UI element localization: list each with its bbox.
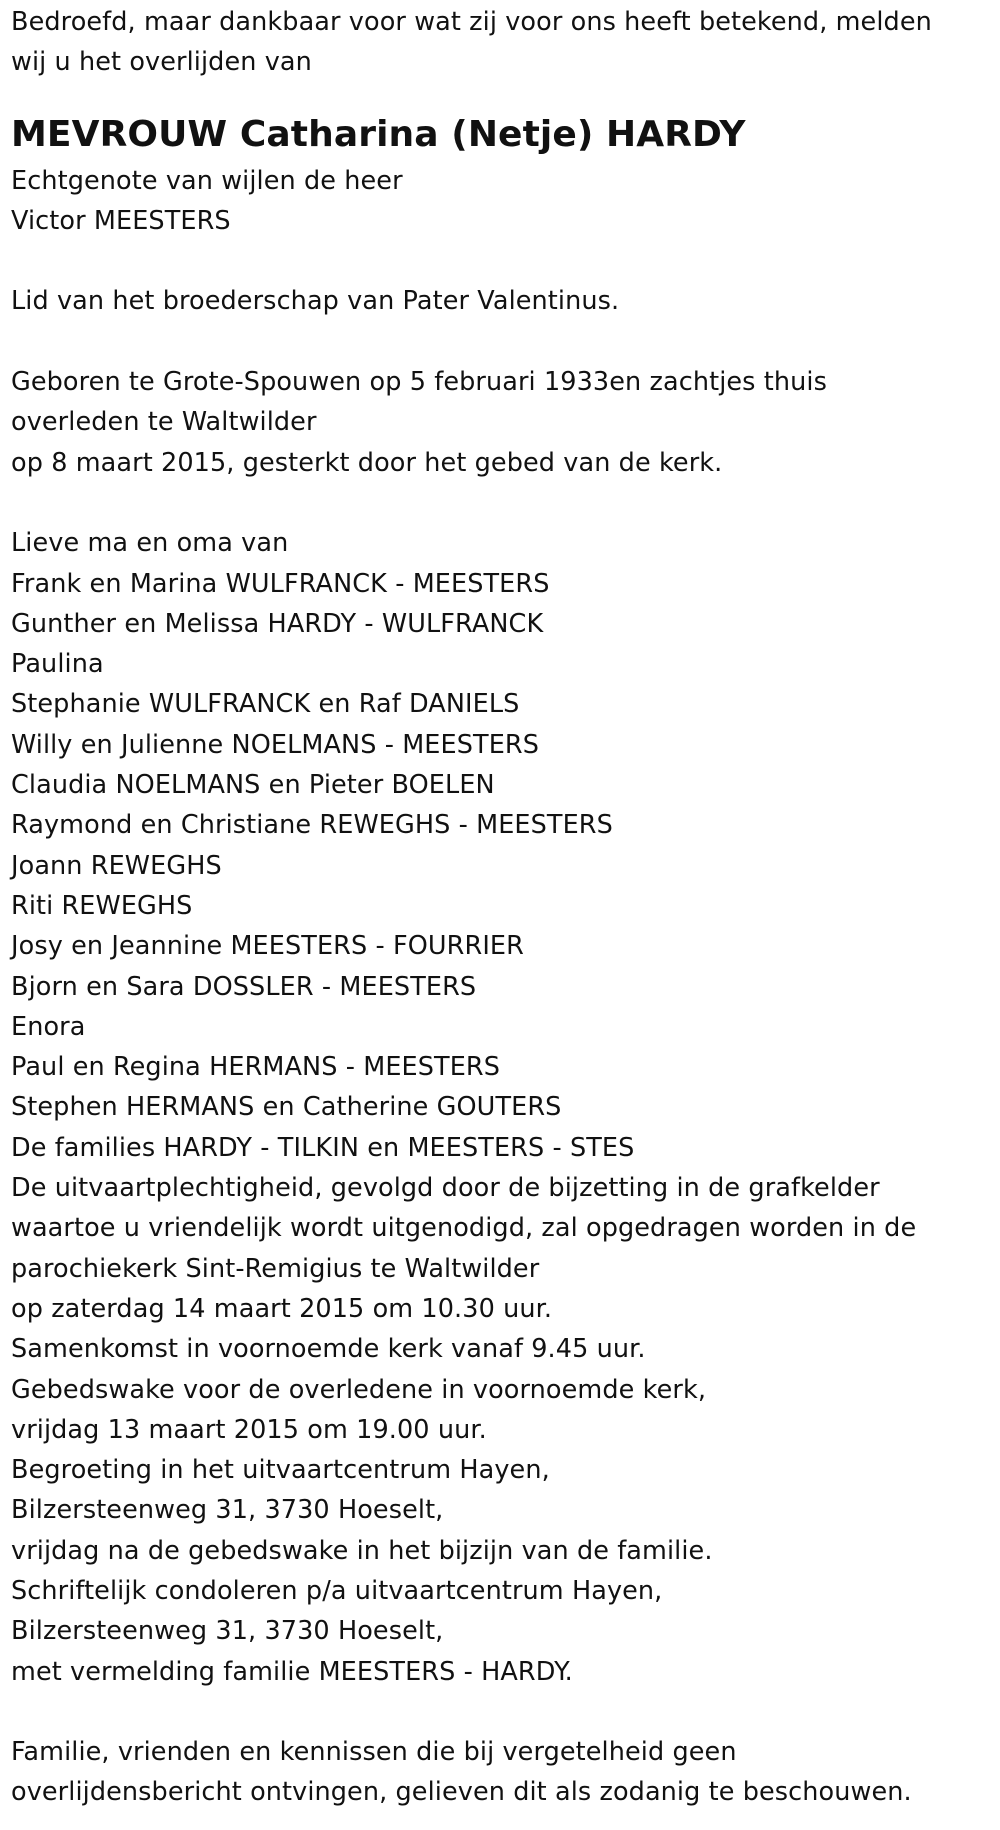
ceremony-line: vrijdag 13 maart 2015 om 19.00 uur. (11, 1414, 487, 1445)
ceremony-line: Bilzersteenweg 31, 3730 Hoeselt, (11, 1616, 444, 1647)
family-list (11, 564, 993, 1168)
family-member: Joann REWEGHS (11, 850, 222, 881)
birth-death-line: overleden te Waltwilder (11, 407, 317, 438)
ceremony-line: Gebedswake voor de overledene in voornoemde kerk, (11, 1374, 707, 1405)
family-member: Raymond en Christiane REWEGHS - MEESTERS (11, 810, 613, 841)
spacer (11, 83, 993, 109)
birth-death-line: Geboren te Grote-Spouwen op 5 februari 1933en zachtjes thuis (11, 367, 827, 398)
family-member: Stephen HERMANS en Catherine GOUTERS (11, 1092, 562, 1123)
spouse-line: Victor MEESTERS (11, 205, 231, 236)
ceremony-line: parochiekerk Sint-Remigius te Waltwilder (11, 1253, 540, 1284)
family-member: Gunther en Melissa HARDY - WULFRANCK (11, 608, 544, 639)
ceremony-text (11, 1168, 993, 1692)
spouse-line: Echtgenote van wijlen de heer (11, 165, 403, 196)
obituary-notice (11, 2, 993, 1813)
ceremony-line: op zaterdag 14 maart 2015 om 10.30 uur. (11, 1293, 553, 1324)
ceremony-line: Bilzersteenweg 31, 3730 Hoeselt, (11, 1495, 444, 1526)
family-member: Enora (11, 1011, 86, 1042)
spacer (11, 483, 993, 523)
family-member: Willy en Julienne NOELMANS - MEESTERS (11, 729, 540, 760)
family-member: Bjorn en Sara DOSSLER - MEESTERS (11, 971, 477, 1002)
spacer (11, 322, 993, 362)
spouse-text (11, 161, 993, 242)
ceremony-line: met vermelding familie MEESTERS - HARDY. (11, 1656, 573, 1687)
family-member: De families HARDY - TILKIN en MEESTERS - STES (11, 1132, 635, 1163)
family-member: Claudia NOELMANS en Pieter BOELEN (11, 770, 495, 801)
ceremony-line: Samenkomst in voornoemde kerk vanaf 9.45 uur. (11, 1334, 646, 1365)
family-member: Josy en Jeannine MEESTERS - FOURRIER (11, 931, 524, 962)
ceremony-line: waartoe u vriendelijk wordt uitgenodigd, zal opgedragen worden in de (11, 1213, 917, 1244)
intro-line: wij u het overlijden van (11, 47, 312, 78)
family-member: Riti REWEGHS (11, 890, 193, 921)
intro-line: Bedroefd, maar dankbaar voor wat zij voor ons heeft betekend, melden (11, 7, 932, 37)
ceremony-line: vrijdag na de gebedswake in het bijzijn van de familie. (11, 1535, 713, 1566)
ceremony-line: De uitvaartplechtigheid, gevolgd door de bijzetting in de grafkelder (11, 1173, 880, 1204)
membership-text: Lid van het broederschap van Pater Valentinus. (11, 286, 620, 317)
closing-text (11, 1732, 993, 1813)
closing-line: Familie, vrienden en kennissen die bij vergetelheid geen (11, 1737, 737, 1768)
spacer (11, 241, 993, 281)
spacer (11, 1692, 993, 1732)
ceremony-line: Schriftelijk condoleren p/a uitvaartcentrum Hayen, (11, 1575, 663, 1606)
family-member: Paul en Regina HERMANS - MEESTERS (11, 1052, 501, 1083)
intro-text (11, 2, 993, 83)
family-intro: Lieve ma en oma van (11, 528, 289, 559)
ceremony-line: Begroeting in het uitvaartcentrum Hayen, (11, 1455, 550, 1486)
birth-death-line: op 8 maart 2015, gesterkt door het gebed van de kerk. (11, 447, 723, 478)
deceased-name: MEVROUW Catharina (Netje) HARDY (11, 113, 746, 155)
birth-death-text (11, 362, 993, 483)
closing-line: overlijdensbericht ontvingen, gelieven dit als zodanig te beschouwen. (11, 1777, 912, 1808)
family-member: Paulina (11, 649, 104, 680)
family-member: Stephanie WULFRANCK en Raf DANIELS (11, 689, 520, 720)
family-member: Frank en Marina WULFRANCK - MEESTERS (11, 568, 550, 599)
